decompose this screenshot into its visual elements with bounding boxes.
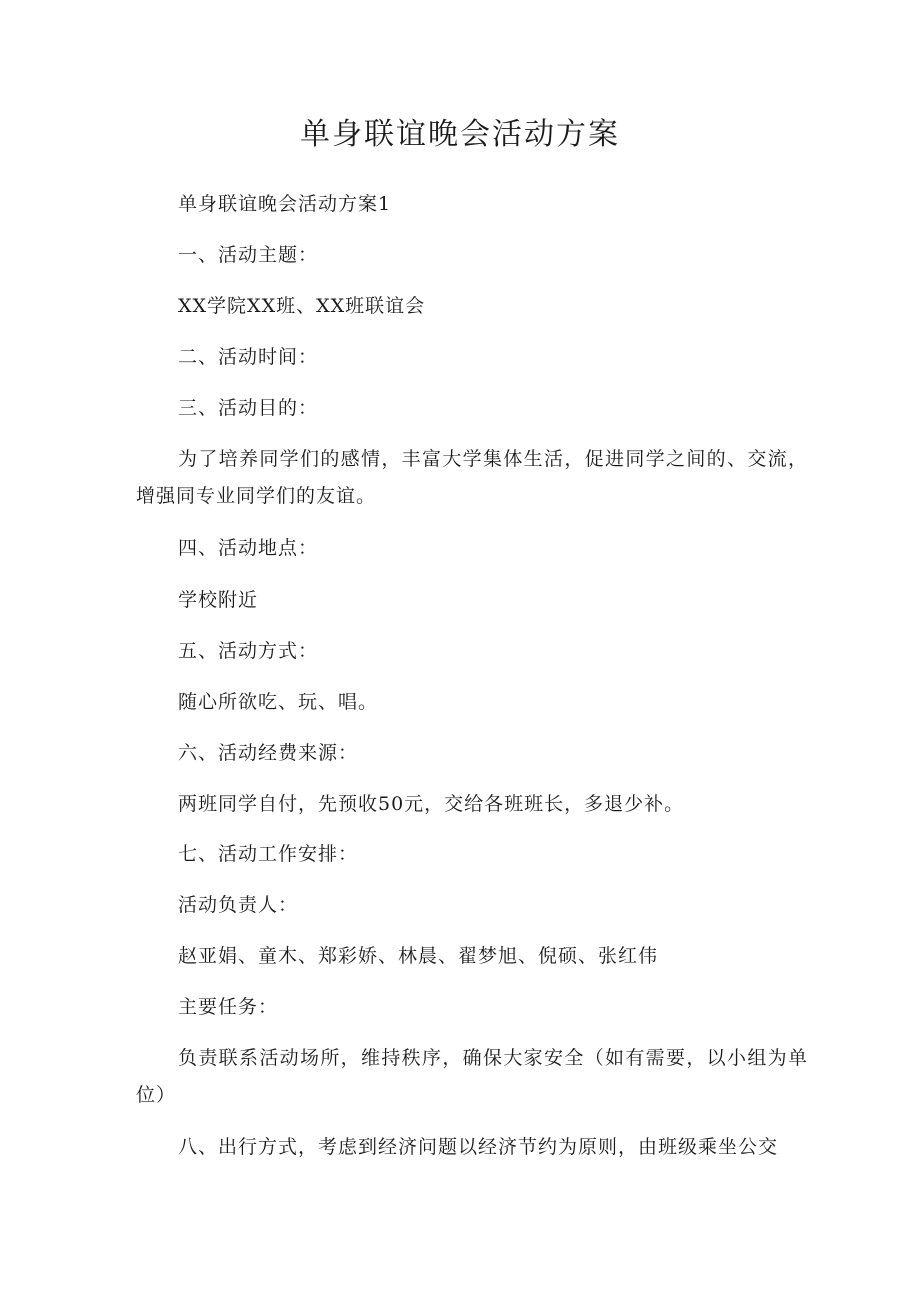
paragraph-purpose-content: 为了培养同学们的感情，丰富大学集体生活，促进同学之间的、交流，增强同专业同学们的友谊。 xyxy=(136,448,808,507)
document-title: 单身联谊晚会活动方案 xyxy=(300,117,620,152)
paragraph-plan-heading: 单身联谊晚会活动方案1 xyxy=(178,193,392,215)
paragraph-section-method: 五、活动方式： xyxy=(178,640,319,662)
paragraph-leaders-label: 活动负责人： xyxy=(178,894,299,916)
paragraph-location-content: 学校附近 xyxy=(178,589,259,611)
paragraph-section-funding: 六、活动经费来源： xyxy=(178,742,359,764)
paragraph-theme-content: XX学院XX班、XX班联谊会 xyxy=(178,295,426,317)
paragraph-tasks-label: 主要任务： xyxy=(178,996,279,1018)
paragraph-section-purpose: 三、活动目的： xyxy=(178,397,319,419)
paragraph-section-time: 二、活动时间： xyxy=(178,346,319,368)
paragraph-funding-content: 两班同学自付，先预收50元，交给各班班长，多退少补。 xyxy=(178,793,685,815)
paragraph-leaders-names: 赵亚娟、童木、郑彩娇、林晨、翟梦旭、倪硕、张红伟 xyxy=(178,945,659,967)
paragraph-method-content: 随心所欲吃、玩、唱。 xyxy=(178,691,379,713)
paragraph-section-arrangement: 七、活动工作安排： xyxy=(178,843,359,865)
paragraph-tasks-content: 负责联系活动场所，维持秩序，确保大家安全（如有需要，以小组为单位） xyxy=(136,1047,808,1106)
paragraph-section-location: 四、活动地点： xyxy=(178,537,319,559)
paragraph-section-theme: 一、活动主题： xyxy=(178,244,319,266)
paragraph-section-travel: 八、出行方式，考虑到经济问题以经济节约为原则，由班级乘坐公交 xyxy=(178,1136,779,1158)
